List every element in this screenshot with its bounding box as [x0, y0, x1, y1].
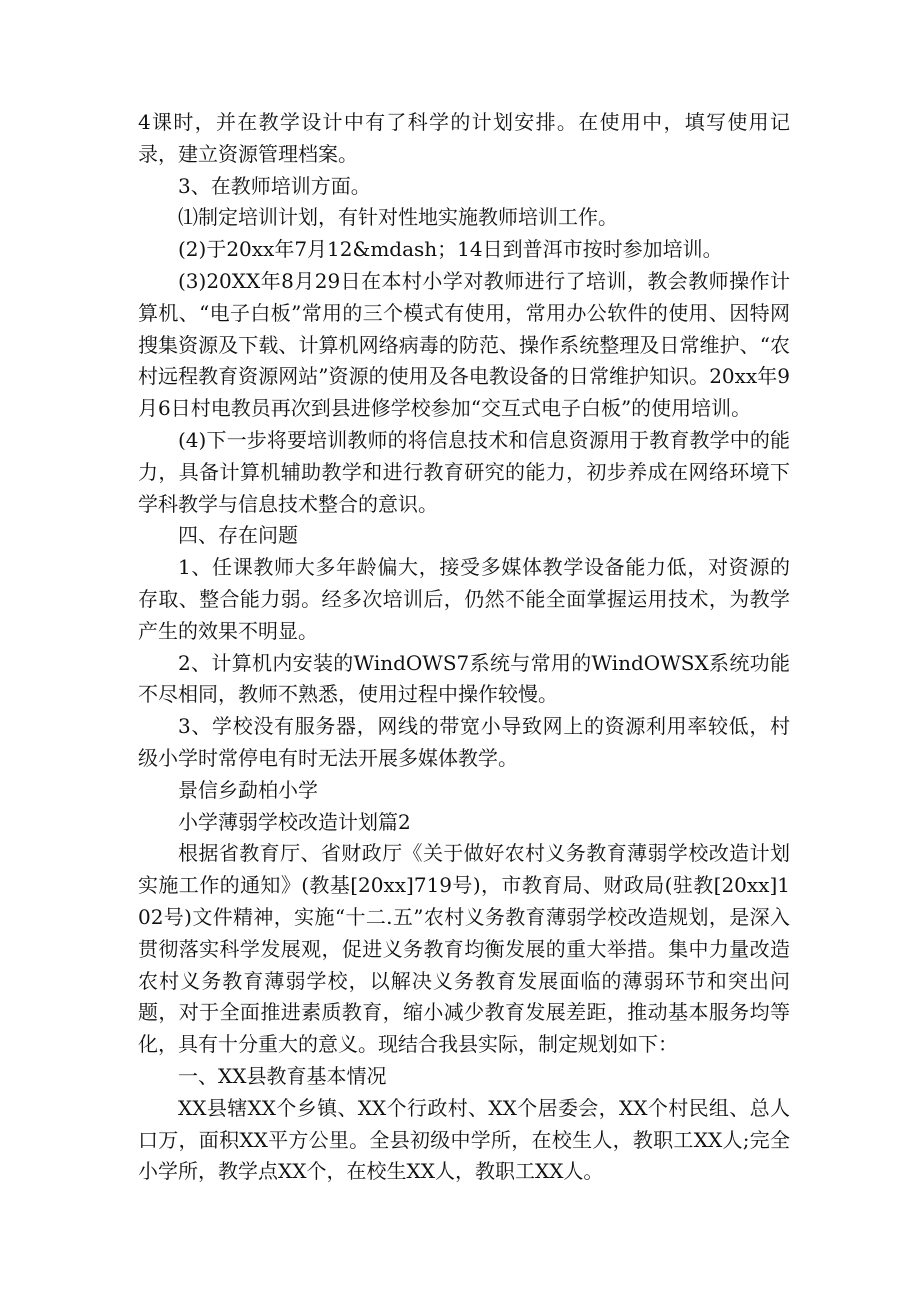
document-body — [138, 107, 790, 1188]
paragraph-training-plan: ⑴制定培训计划，有针对性地实施教师培训工作。 — [178, 205, 618, 230]
paragraph-village-training: (3)20XX年8月29日在本村小学对教师进行了培训，教会教师操作计算机、“电子白板”常用的三个模式有使用，常用办公软件的使用、因特网搜集资源及下载、计算机网络病毒的防范、操作系统整理及日常维护、“农村远程教育资源网站”资源的使用及各电教设备的日常维护知识。20xx年9月6日村电教员再次到县进修学校参加“交互式电子白板”的使用培训。 — [138, 268, 790, 421]
heading-existing-problems: 四、存在问题 — [178, 523, 298, 548]
paragraph-county-stats: XX县辖XX个乡镇、XX个行政村、XX个居委会，XX个村民组、总人口万，面积XX平方公里。全县初级中学所，在校生人，教职工XX人;完全小学所，教学点XX个，在校生XX人，教职工XX人。 — [138, 1095, 790, 1184]
paragraph-continuation: 4课时，并在教学设计中有了科学的计划安排。在使用中，填写使用记录，建立资源管理档案。 — [138, 110, 790, 166]
paragraph-basis: 根据省教育厅、省财政厅《关于做好农村义务教育薄弱学校改造计划实施工作的通知》(教基[20xx]719号)，市教育局、财政局(驻教[20xx]102号)文件精神，实施“十二.五”农村义务教育薄弱学校改造规划，是深入贯彻落实科学发展观，促进义务教育均衡发展的重大举措。集中力量改造农村义务教育薄弱学校，以解决义务教育发展面临的薄弱环节和突出问题，对于全面推进素质教育，缩小减少教育发展差距，推动基本服务均等化，具有十分重大的意义。现结合我县实际，制定规划如下： — [138, 841, 790, 1057]
paragraph-problem-3: 3、学校没有服务器，网线的带宽小导致网上的资源利用率较低，村级小学时常停电有时无法开展多媒体教学。 — [138, 714, 790, 770]
signature-school-name: 景信乡勐柏小学 — [178, 777, 318, 802]
paragraph-problem-1: 1、任课教师大多年龄偏大，接受多媒体教学设备能力低，对资源的存取、整合能力弱。经多次培训后，仍然不能全面掌握运用技术，为教学产生的效果不明显。 — [138, 555, 790, 643]
paragraph-training-date: (2)于20xx年7月12&mdash；14日到普洱市按时参加培训。 — [178, 237, 723, 262]
section-title-part-2: 小学薄弱学校改造计划篇2 — [178, 809, 411, 834]
paragraph-problem-2: 2、计算机内安装的WindOWS7系统与常用的WindOWSX系统功能不尽相同，教师不熟悉，使用过程中操作较慢。 — [138, 650, 790, 707]
paragraph-next-step: (4)下一步将要培训教师的将信息技术和信息资源用于教育教学中的能力，具备计算机辅助教学和进行教育研究的能力，初步养成在网络环境下学科教学与信息技术整合的意识。 — [138, 427, 790, 516]
heading-teacher-training: 3、在教师培训方面。 — [178, 173, 371, 198]
heading-county-overview: 一、XX县教育基本情况 — [178, 1063, 387, 1088]
